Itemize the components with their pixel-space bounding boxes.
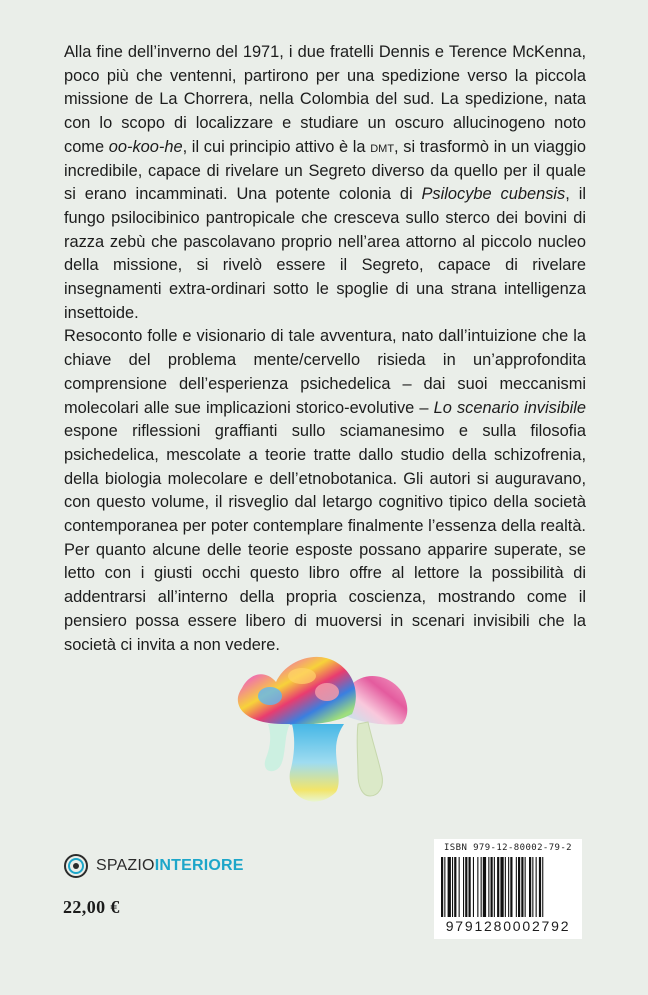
barcode-bar xyxy=(465,857,467,917)
barcode-bar xyxy=(491,857,493,917)
blurb-text: , il fungo psilocibinico pantropicale che cresceva sullo sterco dei bovini di razza zebù che pascolavano proprio nell’area attorno al piccolo nucleo della missione, si rivelò essere il Segreto, capace di rivelare insegnamenti extra-ordinari sotto le spoglie di una strana intelligenza insettoide. xyxy=(64,185,586,322)
blurb-italic: oo-koo-he xyxy=(108,137,183,156)
barcode-bar xyxy=(469,857,471,917)
barcode-bar xyxy=(448,857,451,917)
mushroom-illustration xyxy=(232,640,412,820)
barcode-bar xyxy=(454,857,456,917)
mushroom-left-cap xyxy=(238,657,356,725)
barcode-bar xyxy=(483,857,486,917)
publisher-name-bold: INTERIORE xyxy=(154,857,244,874)
publisher-logo xyxy=(63,853,244,879)
price: 22,00 € xyxy=(63,897,120,917)
barcode-bar xyxy=(525,857,526,917)
barcode-bar xyxy=(536,857,537,917)
barcode-bar xyxy=(494,857,495,917)
barcode-bar xyxy=(510,857,512,917)
barcode-bar xyxy=(500,857,503,917)
blurb-text: espone riflessioni graffianti sullo sciamanesimo e sulla filosofia psichedelica, mescolate a teorie tratte dallo studio della schizofrenia, della biologia molecolare e dell’etnobotanica. Gli autori si auguravano, con questo volume, il risveglio dal letargo cognitivo tipico della società contemporanea per poter contemplare finalmente l’essenza della realtà. Per quanto alcune delle teorie esposte possano apparire superate, se letto con i giusti occhi questo libro offre al lettore la possibilità di addentrarsi all’interno della propria coscienza, mostrando come il pensiero possa essere libero di muoversi in scenari invisibili che la società ci invita a non vedere. xyxy=(64,422,586,654)
blurb-italic: Psilocybe cubensis xyxy=(421,185,566,204)
barcode-bar xyxy=(539,857,541,917)
isbn-barcode xyxy=(434,839,582,939)
barcode-bar xyxy=(532,857,533,917)
barcode-bar xyxy=(518,857,520,917)
barcode-bar xyxy=(508,857,509,917)
publisher-name xyxy=(96,857,244,875)
barcode-bar xyxy=(529,857,531,917)
barcode-bar xyxy=(505,857,506,917)
publisher-name-light: SPAZIO xyxy=(96,857,155,874)
back-cover-blurb xyxy=(64,41,586,657)
ean-number: 9791280002792 xyxy=(445,918,571,934)
mushroom-stems xyxy=(265,722,383,802)
spiral-logo-icon xyxy=(63,853,89,879)
blurb-text: Resoconto folle e visionario di tale avventura, nato dall’intuizione che la chiave del problema mente/cervello risieda in un’approfondita comprensione dell’esperienza psichedelica – dai suoi meccanismi molecolari alle sue implicazioni storico-evolutive – xyxy=(64,327,586,417)
blurb-text: , il cui principio attivo è la xyxy=(182,137,371,156)
barcode-bar xyxy=(516,857,517,917)
barcode-bar xyxy=(488,857,489,917)
barcode-bar xyxy=(441,857,443,917)
barcode-bar xyxy=(497,857,499,917)
barcode-bar xyxy=(481,857,482,917)
barcode-bar xyxy=(452,857,453,917)
blurb-italic: Lo scenario invisibile xyxy=(433,398,586,417)
barcode-bars xyxy=(441,857,575,917)
blurb-paragraph-2 xyxy=(64,325,586,657)
barcode-bar xyxy=(542,857,543,917)
isbn-label: ISBN 979-12-80002-79-2 xyxy=(443,843,572,853)
barcode-bar xyxy=(473,857,474,917)
barcode-bar xyxy=(459,857,460,917)
blurb-smallcaps: dmt xyxy=(370,138,395,156)
blurb-text: Alla fine dell’inverno del 1971, i due fratelli Dennis e Terence McKenna, poco più che ventenni, partirono per una spedizione verso la piccola missione de La Chorrera, nella Colombia del sud. La spedizione, nata con lo scopo di localizzare e studiare un oscuro allucinogeno noto come xyxy=(64,43,586,156)
blurb-paragraph-1 xyxy=(64,41,586,325)
barcode-bar xyxy=(463,857,464,917)
barcode-bar xyxy=(444,857,445,917)
blurb-text: , si trasformò in un viaggio incredibile, capace di rivelare un Segreto diverso da quello per il quale si erano incamminati. Una potente colonia di xyxy=(64,137,586,204)
barcode-bar xyxy=(521,857,523,917)
barcode-bar xyxy=(477,857,478,917)
